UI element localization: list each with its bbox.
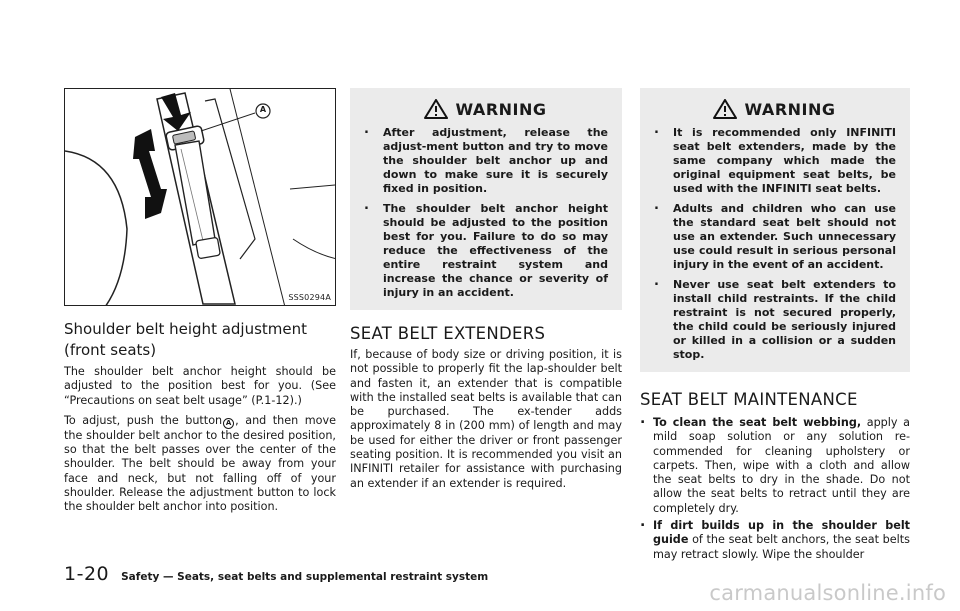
- maintenance-item-text: of the seat belt anchors, the seat belts may retract slowly. Wipe the shoulder: [653, 533, 910, 561]
- warning-item: . Never use seat belt extenders to install child restraints. If the child restraint is not secured properly, the child could be seriously injured or killed in a collision or a sudden stop.: [652, 278, 896, 362]
- warning-list-2: [652, 126, 896, 362]
- column-middle: [350, 88, 622, 491]
- maintenance-item-lead: To clean the seat belt webbing,: [653, 416, 862, 429]
- para-2-rest: , and then move the shoulder belt anchor to the desired position, so that the belt passes over the center of the shoulder. The belt should be away from your face and neck, but not falling off of your shoulder. Release the adjustment button to lock the shoulder belt anchor into position.: [64, 413, 336, 514]
- para-2-start: To adjust, push the button: [64, 413, 223, 427]
- maintenance-list: [640, 416, 910, 562]
- maintenance-item-lead: If dirt builds up in the shoulder belt guide: [653, 519, 910, 547]
- warning-item: . It is recommended only INFINITI seat belt extenders, made by the same company which made the original equipment seat belts, be used with the INFINITI seat belts.: [652, 126, 896, 196]
- footer-section-title: Safety — Seats, seat belts and supplemental restraint system: [121, 571, 489, 583]
- warning-box-2: [640, 88, 910, 372]
- extenders-body: If, because of body size or driving position, it is not possible to properly fit the lap-shoulder belt and fasten it, an extender that is compatible with the installed seat belts is available that can be purchased. The ex-tender adds approximately 8 in (200 mm) of length and may be used for either the driver or front passenger seating position. It is recommended you visit an INFINITI retailer for assistance with purchasing an extender if an extender is required.: [350, 348, 622, 490]
- maintenance-item-text: apply a mild soap solution or any solution re-commended for cleaning upholstery or carpets. Then, wipe with a cloth and allow the seat belts to dry in the shade. Do not allow the seat belts to retract until they are completely dry.: [653, 416, 910, 515]
- column-left: [64, 88, 336, 515]
- warning-header-2: [652, 98, 896, 120]
- shoulder-belt-illustration: [65, 89, 336, 306]
- warning-triangle-icon: [713, 99, 737, 119]
- page-footer: [64, 563, 488, 585]
- callout-label-a: A: [259, 105, 267, 114]
- column-right: [640, 88, 910, 562]
- button-a-circle-icon: A: [223, 418, 234, 429]
- warning-header-1: [362, 98, 608, 120]
- warning-list-1: [362, 126, 608, 300]
- maintenance-heading: SEAT BELT MAINTENANCE: [640, 390, 858, 409]
- shoulder-belt-figure: [64, 88, 336, 306]
- warning-box-1: [350, 88, 622, 310]
- maintenance-item: [640, 519, 910, 562]
- extenders-heading: SEAT BELT EXTENDERS: [350, 324, 546, 343]
- page-number: 1-20: [64, 563, 110, 585]
- shoulder-belt-para-1: The shoulder belt anchor height should be adjusted to the position best for you. (See “Precautions on seat belt usage” (P.1-12).): [64, 365, 336, 407]
- watermark: carmanualsonline.info: [709, 581, 946, 605]
- figure-code: SSS0294A: [288, 293, 331, 302]
- maintenance-item: [640, 416, 910, 516]
- shoulder-belt-heading: Shoulder belt height adjustment (front seats): [64, 320, 308, 359]
- warning-triangle-icon: [424, 99, 448, 119]
- shoulder-belt-para-2: [64, 414, 336, 515]
- warning-item: . After adjustment, release the adjust-ment button and try to move the shoulder belt anchor up and down to make sure it is securely fixed in position.: [362, 126, 608, 196]
- warning-item: . Adults and children who can use the standard seat belt should not use an extender. Such unnecessary use could result in serious personal injury in the event of an accident.: [652, 202, 896, 272]
- warning-title-1: WARNING: [455, 99, 547, 119]
- warning-title-2: WARNING: [744, 99, 836, 119]
- warning-item: . The shoulder belt anchor height should be adjusted to the position best for you. Failure to do so may reduce the effectiveness of the entire restraint system and increase the chance or severity of injury in an accident.: [362, 202, 608, 300]
